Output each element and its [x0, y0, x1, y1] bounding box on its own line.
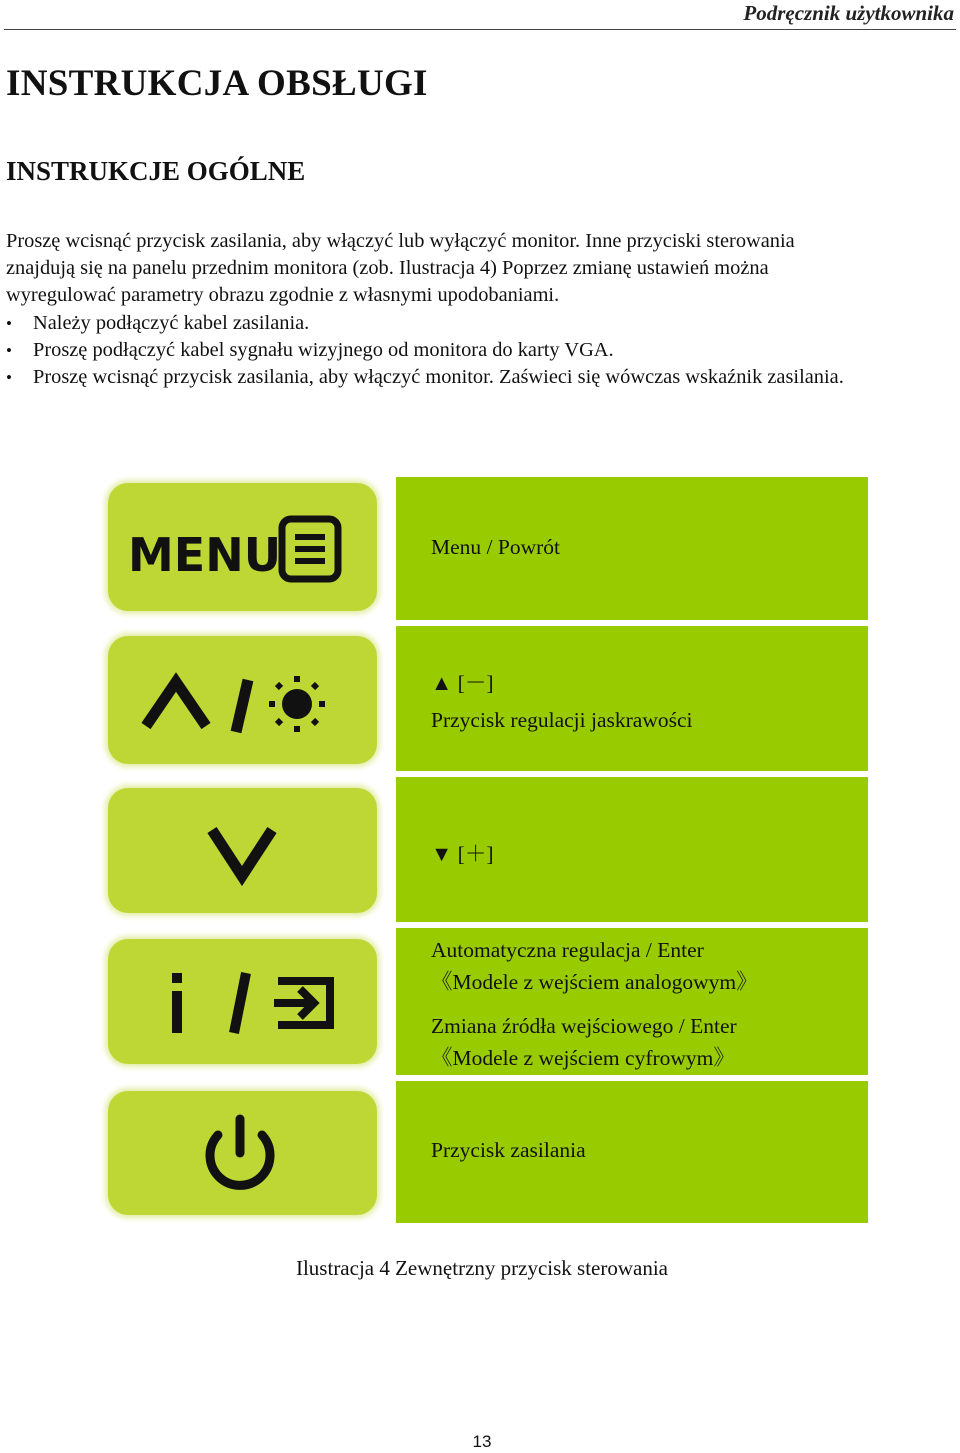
label-auto: Automatyczna regulacja / Enter	[431, 938, 704, 962]
running-header: Podręcznik użytkownika	[743, 1, 954, 25]
power-icon	[108, 1091, 377, 1215]
label-down	[396, 777, 868, 922]
page-number: 13	[472, 1432, 492, 1451]
list-item: • Należy podłączyć kabel zasilania.	[6, 310, 936, 337]
section-title: INSTRUKCJE OGÓLNE	[6, 156, 306, 186]
label-down-key: ▼ [＋]	[431, 842, 494, 866]
label-up	[396, 626, 868, 771]
figure-caption: Ilustracja 4 Zewnętrzny przycisk sterowania	[295, 1256, 668, 1280]
label-source: Zmiana źródła wejściowego / Enter	[431, 1014, 737, 1038]
intro-line: wyregulować parametry obrazu zgodnie z własnymi upodobaniami.	[6, 284, 560, 306]
info-input-button	[108, 939, 377, 1064]
info-input-icon	[108, 939, 377, 1064]
label-power-text: Przycisk zasilania	[431, 1138, 586, 1162]
label-source-note: 《Modele z wejściem cyfrowym》	[431, 1046, 735, 1070]
list-item: • Proszę podłączyć kabel sygnału wizyjnego od monitora do karty VGA.	[6, 337, 936, 364]
label-auto-note: 《Modele z wejściem analogowym》	[431, 970, 758, 994]
label-power	[396, 1081, 868, 1223]
intro-line: Proszę wcisnąć przycisk zasilania, aby włączyć lub wyłączyć monitor. Inne przyciski sterowania	[6, 230, 795, 252]
down-chevron-icon	[108, 788, 377, 913]
intro-line: znajdują się na panelu przednim monitora (zob. Ilustracja 4) Poprzez zmianę ustawień można	[6, 257, 769, 279]
intro-paragraph	[6, 228, 936, 309]
label-info	[396, 928, 868, 1075]
instruction-list	[6, 310, 936, 391]
up-brightness-icon	[108, 636, 377, 764]
menu-list-icon	[108, 483, 377, 611]
menu-icon-text: MENU	[128, 528, 282, 582]
list-item: • Proszę wcisnąć przycisk zasilania, aby włączyć monitor. Zaświeci się wówczas wskaźnik zasilania.	[6, 364, 936, 391]
down-button	[108, 788, 377, 913]
label-up-desc: Przycisk regulacji jaskrawości	[431, 708, 693, 732]
label-menu-text: Menu / Powrót	[431, 535, 560, 559]
label-up-key: ▲ [－]	[431, 671, 494, 695]
header-rule	[4, 29, 956, 30]
up-brightness-button	[108, 636, 377, 764]
power-button	[108, 1091, 377, 1215]
label-menu	[396, 477, 868, 620]
menu-button	[108, 483, 377, 611]
page-title: INSTRUKCJA OBSŁUGI	[6, 63, 428, 104]
